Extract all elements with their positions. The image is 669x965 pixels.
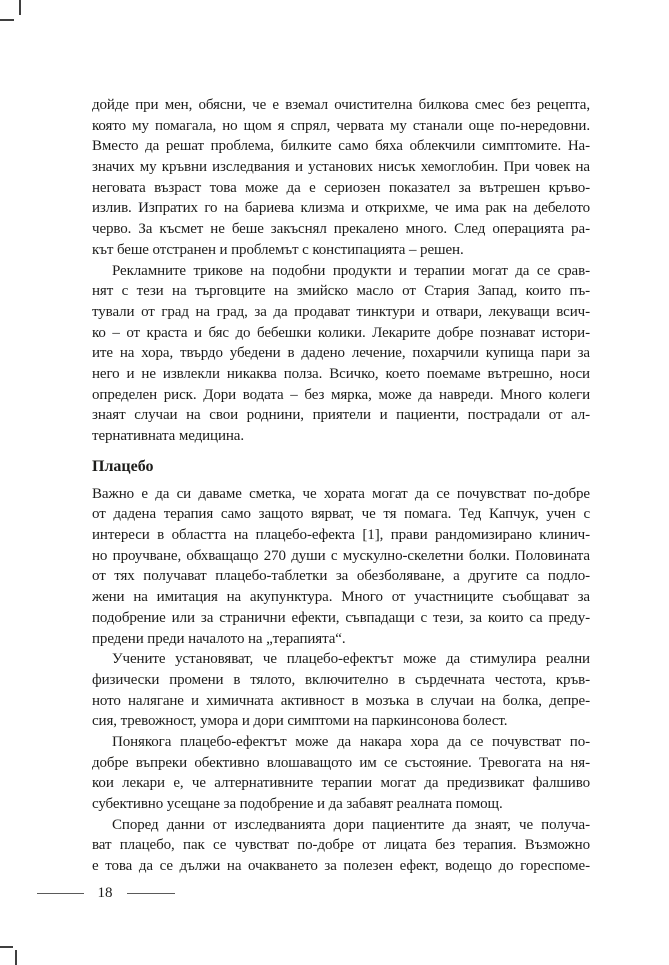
text-line: нят с тези на търговците на змийско масло от Стария Запад, които пъ- [92,283,590,300]
text-line: неговата възраст това може да е сериозен показател за вътрешен кръво- [92,179,590,196]
text-line: от дадена терапия само защото вярват, че тя помага. Тед Капчук, учен с [92,506,590,523]
text-line: е това да се дължи на очакването за полезен ефект, водещо до гореспоме- [92,858,590,875]
text-line: тували от град на град, за да продават тинктури и отвари, лекуващи всич- [92,303,590,320]
text-line: него и не извлекли никаква полза. Всичко, което поемаме вътрешно, носи [92,365,590,382]
paragraph [92,732,590,815]
paragraph [92,484,590,650]
text-line: сия, тревожност, умора и дори симптоми на паркинсонова болест. [92,713,508,730]
crop-mark-top-left-vertical [19,0,21,15]
text-line: предени преди началото на „терапията“. [92,630,346,647]
text-line: но проучване, обхващащо 270 души с мускулно-скелетни болки. Половината [92,547,590,564]
text-line: Вместо да решат проблема, билките само бяха облекчили симптомите. На- [92,138,590,155]
text-line: значих му кръвни изследвания и установих нисък хемоглобин. При човек на [92,159,590,176]
text-line: кои лекари е, че алтернативните терапии могат да предизвикат фалшиво [92,775,590,792]
text-line: Понякога плацебо-ефектът може да накара хора да се почувстват по- [112,733,590,750]
text-line: Според данни от изследванията дори пациентите да знаят, че получа- [112,816,590,833]
text-line: ко – от краста и бяс до бебешки колики. Лекарите добре познават истори- [92,324,590,341]
text-line: ите на хора, твърдо убедени в дадено лечение, похарчили купища пари за [92,345,590,362]
text-line: от тях получават плацебо-таблетки за обезболяване, а другите са подло- [92,568,590,585]
paragraph [92,95,590,261]
body-text-column [92,95,590,877]
text-line: тернативната медицина. [92,428,245,444]
text-line: Рекламните трикове на подобни продукти и терапии могат да се срав- [112,262,590,279]
text-line: определен риск. Дори водата – без мярка, може да навреди. Много колеги [92,386,590,403]
text-line: Учените установяват, че плацебо-ефектът може да стимулира реални [112,651,590,668]
text-line: добре въпреки обективно влошаващото им се състояние. Тревогата на ня- [92,754,590,771]
text-line: субективно усещане за подобрение и да забавят реалната помощ. [92,796,503,812]
text-line: черво. За късмет не беше закъснял прекалено много. След операцията ра- [92,221,590,238]
text-line: която му помагала, но щом я спрял, червата му станали още по-нередовни. [92,117,590,134]
text-line: излив. Изпратих го на бариева клизма и открихме, че има рак на дебелото [92,200,590,217]
section-heading: Плацебо [92,457,154,475]
text-line: кът беше отстранен и проблемът с констипацията – решен. [92,241,464,258]
crop-mark-bottom-left-vertical [15,950,17,965]
page-number: 18 [97,885,113,901]
text-line: ното налягане и химичната активност в мозъка в случаи на болка, депре- [92,692,590,709]
text-line: жени на имитация на акупунктура. Много от участниците съобщават за [92,589,590,606]
text-line: физически промени в тялото, включително в сърдечната честота, кръв- [92,671,590,688]
crop-mark-top-left-horizontal [0,19,14,21]
text-line: Важно е да си даваме сметка, че хората могат да се почувстват по-добре [92,485,590,502]
text-line: дойде при мен, обясни, че е вземал очистителна билкова смес без рецепта, [92,97,590,113]
crop-mark-bottom-left-horizontal [0,946,13,948]
footer-rule-right [127,893,175,894]
text-line: подобрение или за странични ефекти, съвпадащи с тези, за които са преду- [92,609,590,626]
paragraph [92,815,590,877]
text-line: ват плацебо, пак се чувстват по-добре от лицата без терапия. Възможно [92,837,590,854]
paragraph [92,649,590,732]
text-line: интереси в областта на плацебо-ефекта [1], прави рандомизирано клинич- [92,527,590,544]
text-line: знаят случаи на свои роднини, приятели и пациенти, пострадали от ал- [92,407,590,424]
page-footer [0,878,669,904]
paragraph [92,261,590,447]
footer-rule-left [37,893,84,894]
